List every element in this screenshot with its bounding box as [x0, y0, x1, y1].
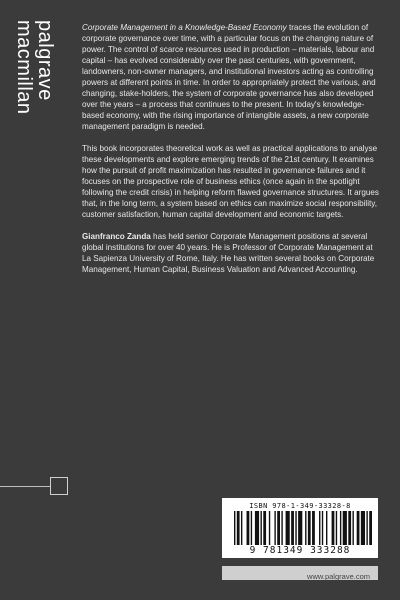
publisher-logo [0, 0, 70, 160]
publisher-name-line2: macmillan [13, 20, 35, 115]
blurb-text [82, 22, 382, 286]
author-bio [82, 231, 382, 275]
author-name: Gianfranco Zanda [82, 232, 151, 241]
barcode-bar [332, 511, 335, 545]
barcode-bar [322, 511, 323, 545]
barcode-bar [241, 511, 242, 545]
publisher-name-line1: palgrave [34, 20, 56, 101]
barcode-bar [237, 511, 240, 545]
decorative-square [50, 477, 68, 495]
barcode-bar [305, 511, 306, 545]
barcode-bar [319, 511, 320, 545]
barcode-number: 9 781349 333288 [249, 545, 351, 556]
barcode-bar [298, 511, 302, 545]
barcode-bar [361, 511, 365, 545]
barcode-bar [348, 511, 351, 545]
barcode-bar [281, 511, 282, 545]
barcode-bar [308, 511, 311, 545]
author-bio-text: has held senior Corporate Management positions at several global institutions for over 40 years. He is Professor of Corporate Management at La Sapienza University of Rome, Italy. He has written several books on Corporate Management, Human Capital, Business Valuation and Advanced Accounting. [82, 232, 375, 274]
barcode-bar [291, 511, 294, 545]
barcode-bar [251, 511, 252, 545]
blurb-paragraph-2: This book incorporates theoretical work as well as practical applications to analyse these developments and explore emerging trends of the 21st century. It examines how the pursuit of profit maximization has resulted in governance failures and it focuses on the prospective role of business ethics (once again in the spotlight following the credit crisis) in helping reform flawed governance structures. It argues that, in the long term, a system based on ethics can maximize social responsibility, customer satisfaction, human capital development and economic targets. [82, 144, 379, 219]
barcode-bar [357, 511, 360, 545]
barcode-bar [277, 511, 280, 545]
barcode-bar [269, 511, 270, 545]
barcode-bar [352, 511, 353, 545]
barcode-bar [260, 511, 261, 545]
blurb-paragraph-1-text: traces the evolution of corporate governance over time, with a particular focus on the changing nature of power. The control of scarce resources used in production – materials, labour and capital – has evolved considerably over the past centuries, with government, landowners, non-owner managers, and institutional investors acting as controlling powers at different points in time. In order to appropriately protect the various, and changing, stake-holders, the system of corporate governance has also developed over the years – a process that continues to the present. In today's knowledge-based economy, with the rising importance of intangible assets, a new corporate management paradigm is needed. [82, 23, 376, 131]
barcode-bar [369, 511, 372, 545]
book-title: Corporate Management in a Knowledge-Based Economy [82, 23, 287, 32]
website-url[interactable]: www.palgrave.com [307, 572, 370, 581]
barcode-bar [255, 511, 259, 545]
barcode-bar [336, 511, 337, 545]
barcode-bar [343, 511, 347, 545]
barcode-bar [263, 511, 266, 545]
barcode-bar [247, 511, 250, 545]
barcode-bar [274, 511, 275, 545]
barcode-bar [340, 511, 341, 545]
blurb-paragraph-1 [82, 22, 382, 132]
barcode-bars [234, 511, 372, 545]
website-bar [222, 566, 378, 580]
barcode-bar [312, 511, 315, 545]
decorative-rule [0, 486, 50, 487]
barcode-bar [286, 511, 290, 545]
barcode-bar [234, 511, 235, 545]
barcode-bar [326, 511, 327, 545]
barcode-bar [295, 511, 296, 545]
barcode-panel [222, 498, 378, 558]
barcode-bar [366, 511, 367, 545]
isbn-label: ISBN 978-1-349-33328-8 [249, 502, 351, 510]
